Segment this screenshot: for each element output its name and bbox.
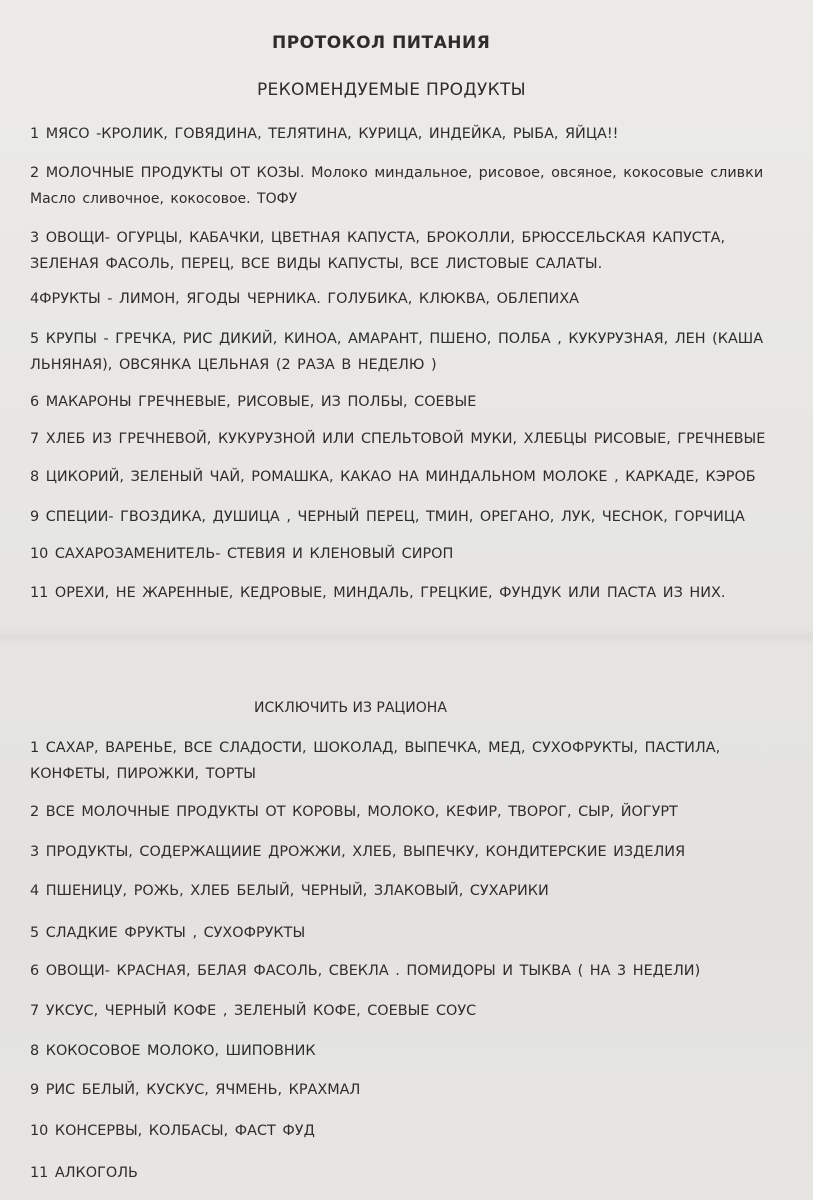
item-line: 4 ПШЕНИЦУ, РОЖЬ, ХЛЕБ БЕЛЫЙ, ЧЕРНЫЙ, ЗЛАКОВЫЙ, СУХАРИКИ [30, 883, 549, 899]
item-line: 5 СЛАДКИЕ ФРУКТЫ , СУХОФРУКТЫ [30, 925, 306, 941]
excluded-item [30, 1118, 315, 1144]
excluded-item [30, 1077, 360, 1103]
excluded-item [30, 735, 720, 787]
item-line: 5 КРУПЫ - ГРЕЧКА, РИС ДИКИЙ, КИНОА, АМАРАНТ, ПШЕНО, ПОЛБА , КУКУРУЗНАЯ, ЛЕН (КАША [30, 331, 764, 347]
recommended-item [30, 389, 476, 415]
recommended-item [30, 541, 453, 567]
excluded-item [30, 878, 549, 904]
item-line: 10 САХАРОЗАМЕНИТЕЛЬ- СТЕВИЯ И КЛЕНОВЫЙ СИРОП [30, 546, 454, 562]
item-line: 9 РИС БЕЛЫЙ, КУСКУС, ЯЧМЕНЬ, КРАХМАЛ [30, 1082, 361, 1098]
recommended-item [30, 426, 765, 452]
recommended-item [30, 464, 756, 490]
excluded-item [30, 1160, 138, 1186]
item-line: 1 МЯСО -КРОЛИК, ГОВЯДИНА, ТЕЛЯТИНА, КУРИЦА, ИНДЕЙКА, РЫБА, ЯЙЦА!! [30, 126, 619, 142]
recommended-item [30, 225, 725, 277]
item-line: ЗЕЛЕНАЯ ФАСОЛЬ, ПЕРЕЦ, ВСЕ ВИДЫ КАПУСТЫ, ВСЕ ЛИСТОВЫЕ САЛАТЫ. [30, 256, 603, 272]
item-line: 3 ПРОДУКТЫ, СОДЕРЖАЩИИЕ ДРОЖЖИ, ХЛЕБ, ВЫПЕЧКУ, КОНДИТЕРСКИЕ ИЗДЕЛИЯ [30, 844, 686, 860]
item-line: 2 ВСЕ МОЛОЧНЫЕ ПРОДУКТЫ ОТ КОРОВЫ, МОЛОКО, КЕФИР, ТВОРОГ, СЫР, ЙОГУРТ [30, 804, 678, 820]
item-line: ЛЬНЯНАЯ), ОВСЯНКА ЦЕЛЬНАЯ (2 РАЗА В НЕДЕЛЮ ) [30, 357, 437, 373]
item-line: 1 САХАР, ВАРЕНЬЕ, ВСЕ СЛАДОСТИ, ШОКОЛАД, ВЫПЕЧКА, МЕД, СУХОФРУКТЫ, ПАСТИЛА, [30, 740, 721, 756]
item-line: 2 МОЛОЧНЫЕ ПРОДУКТЫ ОТ КОЗЫ. Молоко миндальное, рисовое, овсяное, кокосовые сливки [30, 165, 764, 181]
excluded-heading: ИСКЛЮЧИТЬ ИЗ РАЦИОНА [254, 700, 447, 716]
item-line: Масло сливочное, кокосовое. ТОФУ [30, 191, 298, 207]
recommended-item [30, 504, 745, 530]
paper-fold-crease [0, 628, 813, 646]
item-line: 3 ОВОЩИ- ОГУРЦЫ, КАБАЧКИ, ЦВЕТНАЯ КАПУСТА, БРОКОЛЛИ, БРЮССЕЛЬСКАЯ КАПУСТА, [30, 230, 726, 246]
item-line: 6 ОВОЩИ- КРАСНАЯ, БЕЛАЯ ФАСОЛЬ, СВЕКЛА . ПОМИДОРЫ И ТЫКВА ( НА 3 НЕДЕЛИ) [30, 963, 701, 979]
item-line: 8 КОКОСОВОЕ МОЛОКО, ШИПОВНИК [30, 1043, 316, 1059]
excluded-item [30, 1038, 316, 1064]
item-line: 4ФРУКТЫ - ЛИМОН, ЯГОДЫ ЧЕРНИКА. ГОЛУБИКА, КЛЮКВА, ОБЛЕПИХА [30, 291, 579, 307]
recommended-item [30, 121, 618, 147]
document-title: ПРОТОКОЛ ПИТАНИЯ [272, 33, 491, 53]
item-line: 9 СПЕЦИИ- ГВОЗДИКА, ДУШИЦА , ЧЕРНЫЙ ПЕРЕЦ, ТМИН, ОРЕГАНО, ЛУК, ЧЕСНОК, ГОРЧИЦА [30, 509, 745, 525]
recommended-heading: РЕКОМЕНДУЕМЫЕ ПРОДУКТЫ [257, 80, 526, 100]
item-line: 7 УКСУС, ЧЕРНЫЙ КОФЕ , ЗЕЛЕНЫЙ КОФЕ, СОЕВЫЕ СОУС [30, 1003, 477, 1019]
excluded-item [30, 839, 685, 865]
recommended-item [30, 580, 725, 606]
excluded-item [30, 958, 700, 984]
item-line: КОНФЕТЫ, ПИРОЖКИ, ТОРТЫ [30, 766, 256, 782]
recommended-item [30, 160, 763, 212]
recommended-item [30, 326, 763, 378]
item-line: 7 ХЛЕБ ИЗ ГРЕЧНЕВОЙ, КУКУРУЗНОЙ ИЛИ СПЕЛЬТОВОЙ МУКИ, ХЛЕБЦЫ РИСОВЫЕ, ГРЕЧНЕВЫЕ [30, 431, 766, 447]
recommended-item [30, 286, 579, 312]
excluded-item [30, 998, 476, 1024]
item-line: 11 АЛКОГОЛЬ [30, 1165, 138, 1181]
item-line: 10 КОНСЕРВЫ, КОЛБАСЫ, ФАСТ ФУД [30, 1123, 315, 1139]
item-line: 6 МАКАРОНЫ ГРЕЧНЕВЫЕ, РИСОВЫЕ, ИЗ ПОЛБЫ, СОЕВЫЕ [30, 394, 477, 410]
item-line: 8 ЦИКОРИЙ, ЗЕЛЕНЫЙ ЧАЙ, РОМАШКА, КАКАО НА МИНДАЛЬНОМ МОЛОКЕ , КАРКАДЕ, КЭРОБ [30, 469, 756, 485]
excluded-item [30, 920, 305, 946]
item-line: 11 ОРЕХИ, НЕ ЖАРЕННЫЕ, КЕДРОВЫЕ, МИНДАЛЬ, ГРЕЦКИЕ, ФУНДУК ИЛИ ПАСТА ИЗ НИХ. [30, 585, 726, 601]
excluded-item [30, 799, 678, 825]
